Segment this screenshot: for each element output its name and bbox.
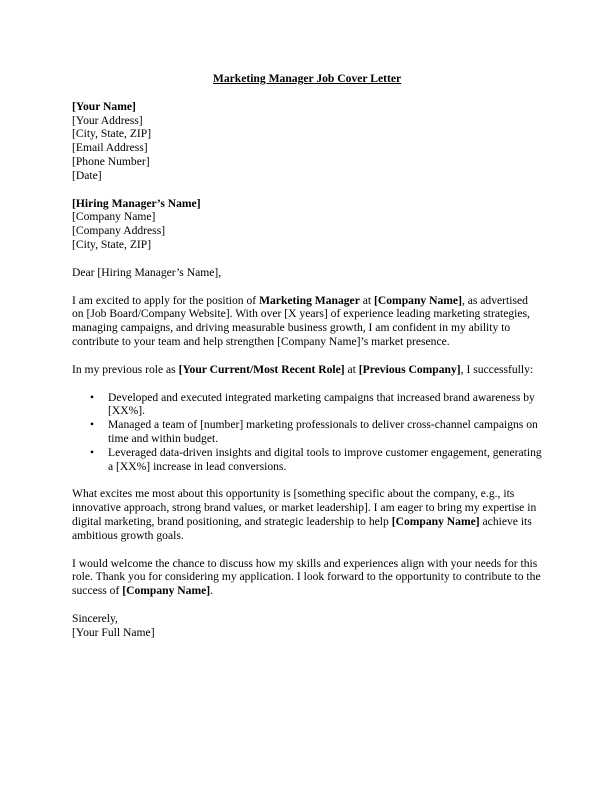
closing-paragraph: [72, 557, 542, 598]
previous-company: [Previous Company]: [358, 362, 461, 376]
achievements-list: [72, 391, 542, 474]
list-item: • Managed a team of [number] marketing professionals to deliver cross-channel campaigns on time and within budget.: [108, 418, 542, 446]
excites-company: [Company Name]: [391, 514, 480, 528]
sender-name: [Your Name]: [72, 99, 136, 113]
salutation: Dear [Hiring Manager’s Name],: [72, 265, 222, 279]
previous-role-text-1: In my previous role as: [72, 362, 179, 376]
signature-name: [Your Full Name]: [72, 625, 155, 639]
intro-text-1: I am excited to apply for the position of: [72, 293, 260, 307]
previous-role-text-3: , I successfully:: [460, 362, 534, 376]
intro-paragraph: [72, 294, 542, 349]
excites-text-2: achieve its ambitious growth goals.: [72, 514, 532, 542]
letter-body: [72, 72, 542, 640]
list-item: • Developed and executed integrated marketing campaigns that increased brand awareness by [XX%].: [108, 391, 542, 419]
excites-text-1: What excites me most about this opportunity is [something specific about the company, e.g., its innovative approach, strong brand values, or market leadership]. I am eager to bring my expertise in digital marketing, brand positioning, and strategic leadership to help: [72, 487, 537, 528]
sender-city: [City, State, ZIP]: [72, 127, 152, 141]
intro-text-2: at: [359, 293, 375, 307]
closing-text-2: .: [210, 584, 214, 598]
sender-block: [72, 100, 542, 183]
sender-address: [Your Address]: [72, 113, 143, 127]
list-item: • Leveraged data-driven insights and digital tools to improve customer engagement, generating a [XX%] increase in lead conversions.: [108, 446, 542, 474]
signoff: Sincerely,: [72, 611, 118, 625]
sender-email: [Email Address]: [72, 141, 148, 155]
sender-date: [Date]: [72, 168, 102, 182]
intro-text-3: , as advertised on [Job Board/Company Website]. With over [X years] of experience leading marketing strategies, managing campaigns, and driving measurable business growth, I am confident in my ability to contribute to your team and help strengthen [Company Name]’s market presence.: [72, 293, 530, 348]
recipient-city: [City, State, ZIP]: [72, 237, 152, 251]
recipient-company: [Company Name]: [72, 210, 156, 224]
signature-block: [72, 612, 542, 640]
previous-role-paragraph: [72, 363, 542, 377]
intro-position: Marketing Manager: [259, 293, 360, 307]
sender-phone: [Phone Number]: [72, 154, 150, 168]
closing-text-1: I would welcome the chance to discuss how my skills and experiences align with your needs for this role. Thank you for considering my application. I look forward to the opportunity to contribute to the success of: [72, 556, 541, 598]
intro-company: [Company Name]: [374, 293, 462, 307]
document-title: Marketing Manager Job Cover Letter: [212, 72, 402, 85]
recipient-name: [Hiring Manager’s Name]: [72, 196, 201, 210]
excites-paragraph: [72, 487, 542, 542]
recipient-block: [72, 197, 542, 252]
closing-company: [Company Name]: [122, 584, 211, 598]
recipient-address: [Company Address]: [72, 224, 166, 238]
previous-role-title: [Your Current/Most Recent Role]: [178, 362, 345, 376]
previous-role-text-2: at: [344, 362, 359, 376]
